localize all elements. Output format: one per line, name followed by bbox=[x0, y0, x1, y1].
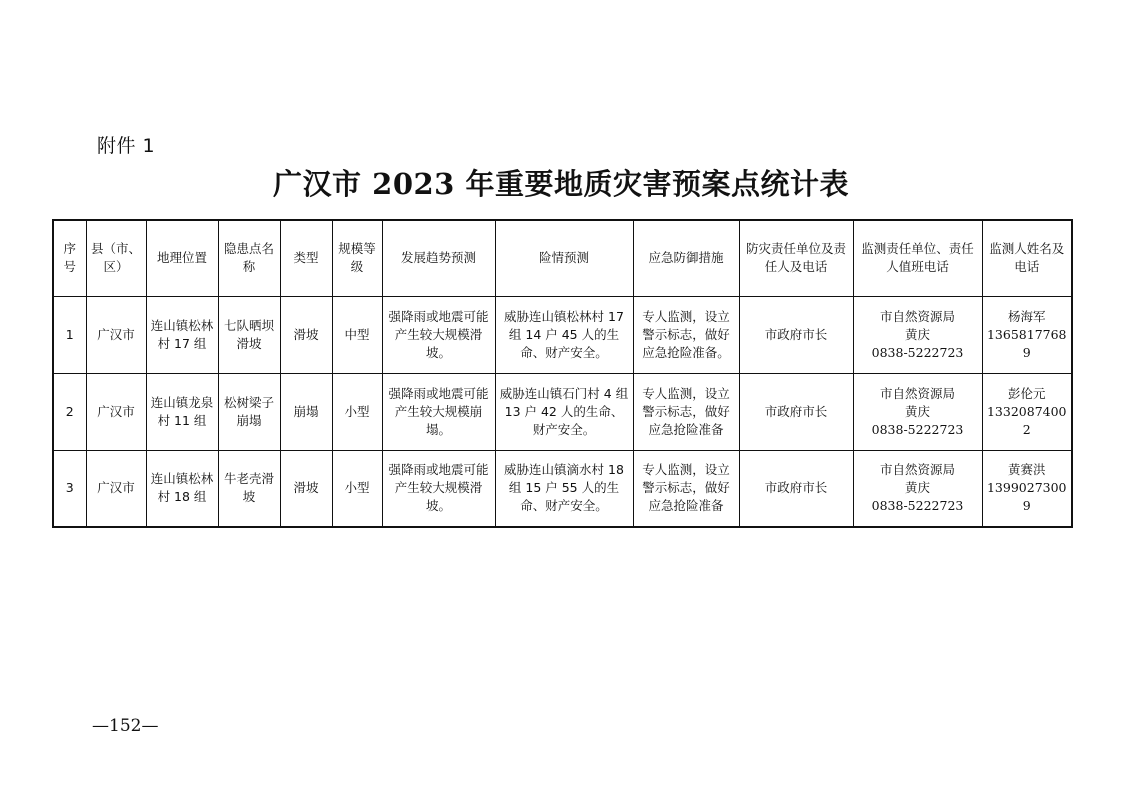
header-responsible: 防灾责任单位及责任人及电话 bbox=[739, 220, 853, 296]
cell-monitor-unit bbox=[853, 296, 982, 373]
cell-observer bbox=[982, 450, 1072, 527]
header-scale: 规模等级 bbox=[332, 220, 382, 296]
cell-location: 连山镇龙泉村 11 组 bbox=[146, 373, 218, 450]
cell-observer bbox=[982, 373, 1072, 450]
table-row bbox=[53, 373, 1072, 450]
cell-monitor-unit bbox=[853, 450, 982, 527]
observer-name: 杨海军 bbox=[1007, 308, 1046, 324]
geohazard-table bbox=[52, 219, 1073, 528]
cell-measures: 专人监测，设立警示标志，做好应急抢险准备 bbox=[633, 450, 739, 527]
monitor-phone: 0838-5222723 bbox=[871, 344, 964, 360]
cell-county: 广汉市 bbox=[86, 373, 146, 450]
cell-seq: 2 bbox=[53, 373, 86, 450]
cell-county: 广汉市 bbox=[86, 296, 146, 373]
cell-type: 滑坡 bbox=[280, 450, 332, 527]
monitor-phone: 0838-5222723 bbox=[871, 498, 964, 514]
monitor-unit-name: 市自然资源局 bbox=[879, 385, 955, 401]
header-seq: 序号 bbox=[53, 220, 86, 296]
cell-scale: 小型 bbox=[332, 450, 382, 527]
monitor-person: 黄庆 bbox=[904, 403, 930, 419]
cell-seq: 1 bbox=[53, 296, 86, 373]
cell-location: 连山镇松林村 17 组 bbox=[146, 296, 218, 373]
cell-type: 滑坡 bbox=[280, 296, 332, 373]
cell-responsible: 市政府市长 bbox=[739, 296, 853, 373]
cell-measures: 专人监测，设立警示标志，做好应急抢险准备。 bbox=[633, 296, 739, 373]
header-measures: 应急防御措施 bbox=[633, 220, 739, 296]
monitor-person: 黄庆 bbox=[904, 326, 930, 342]
table-row bbox=[53, 296, 1072, 373]
header-trend: 发展趋势预测 bbox=[382, 220, 495, 296]
cell-observer bbox=[982, 296, 1072, 373]
attachment-label: 附件 1 bbox=[97, 135, 156, 157]
observer-phone: 13990273009 bbox=[986, 480, 1067, 514]
monitor-person: 黄庆 bbox=[904, 480, 930, 496]
cell-hazard-name: 牛老壳滑坡 bbox=[218, 450, 280, 527]
observer-name: 黄赛洪 bbox=[1007, 462, 1046, 478]
cell-scale: 小型 bbox=[332, 373, 382, 450]
cell-trend: 强降雨或地震可能产生较大规模滑坡。 bbox=[382, 296, 495, 373]
cell-measures: 专人监测，设立警示标志，做好应急抢险准备 bbox=[633, 373, 739, 450]
cell-responsible: 市政府市长 bbox=[739, 373, 853, 450]
monitor-unit-name: 市自然资源局 bbox=[879, 308, 955, 324]
monitor-unit-name: 市自然资源局 bbox=[879, 462, 955, 478]
cell-hazard-name: 松树梁子崩塌 bbox=[218, 373, 280, 450]
cell-type: 崩塌 bbox=[280, 373, 332, 450]
page-number: —152— bbox=[92, 716, 159, 736]
cell-monitor-unit bbox=[853, 373, 982, 450]
cell-responsible: 市政府市长 bbox=[739, 450, 853, 527]
cell-scale: 中型 bbox=[332, 296, 382, 373]
cell-danger: 威胁连山镇松林村 17 组 14 户 45 人的生命、财产安全。 bbox=[495, 296, 633, 373]
header-type: 类型 bbox=[280, 220, 332, 296]
cell-trend: 强降雨或地震可能产生较大规模滑坡。 bbox=[382, 450, 495, 527]
cell-location: 连山镇松林村 18 组 bbox=[146, 450, 218, 527]
header-county: 县（市、区） bbox=[86, 220, 146, 296]
header-observer: 监测人姓名及电话 bbox=[982, 220, 1072, 296]
header-location: 地理位置 bbox=[146, 220, 218, 296]
monitor-phone: 0838-5222723 bbox=[871, 421, 964, 437]
header-danger: 险情预测 bbox=[495, 220, 633, 296]
header-hazard-name: 隐患点名称 bbox=[218, 220, 280, 296]
header-monitor-unit: 监测责任单位、责任人值班电话 bbox=[853, 220, 982, 296]
cell-trend: 强降雨或地震可能产生较大规模崩塌。 bbox=[382, 373, 495, 450]
cell-county: 广汉市 bbox=[86, 450, 146, 527]
observer-phone: 13658177689 bbox=[986, 326, 1067, 360]
observer-name: 彭伦元 bbox=[1007, 385, 1046, 401]
observer-phone: 13320874002 bbox=[986, 403, 1067, 437]
table-row bbox=[53, 450, 1072, 527]
cell-danger: 威胁连山镇滴水村 18 组 15 户 55 人的生命、财产安全。 bbox=[495, 450, 633, 527]
document-title: 广汉市 2023 年重要地质灾害预案点统计表 bbox=[273, 167, 849, 201]
cell-danger: 威胁连山镇石门村 4 组 13 户 42 人的生命、财产安全。 bbox=[495, 373, 633, 450]
cell-seq: 3 bbox=[53, 450, 86, 527]
cell-hazard-name: 七队晒坝滑坡 bbox=[218, 296, 280, 373]
table-header-row bbox=[53, 220, 1072, 296]
